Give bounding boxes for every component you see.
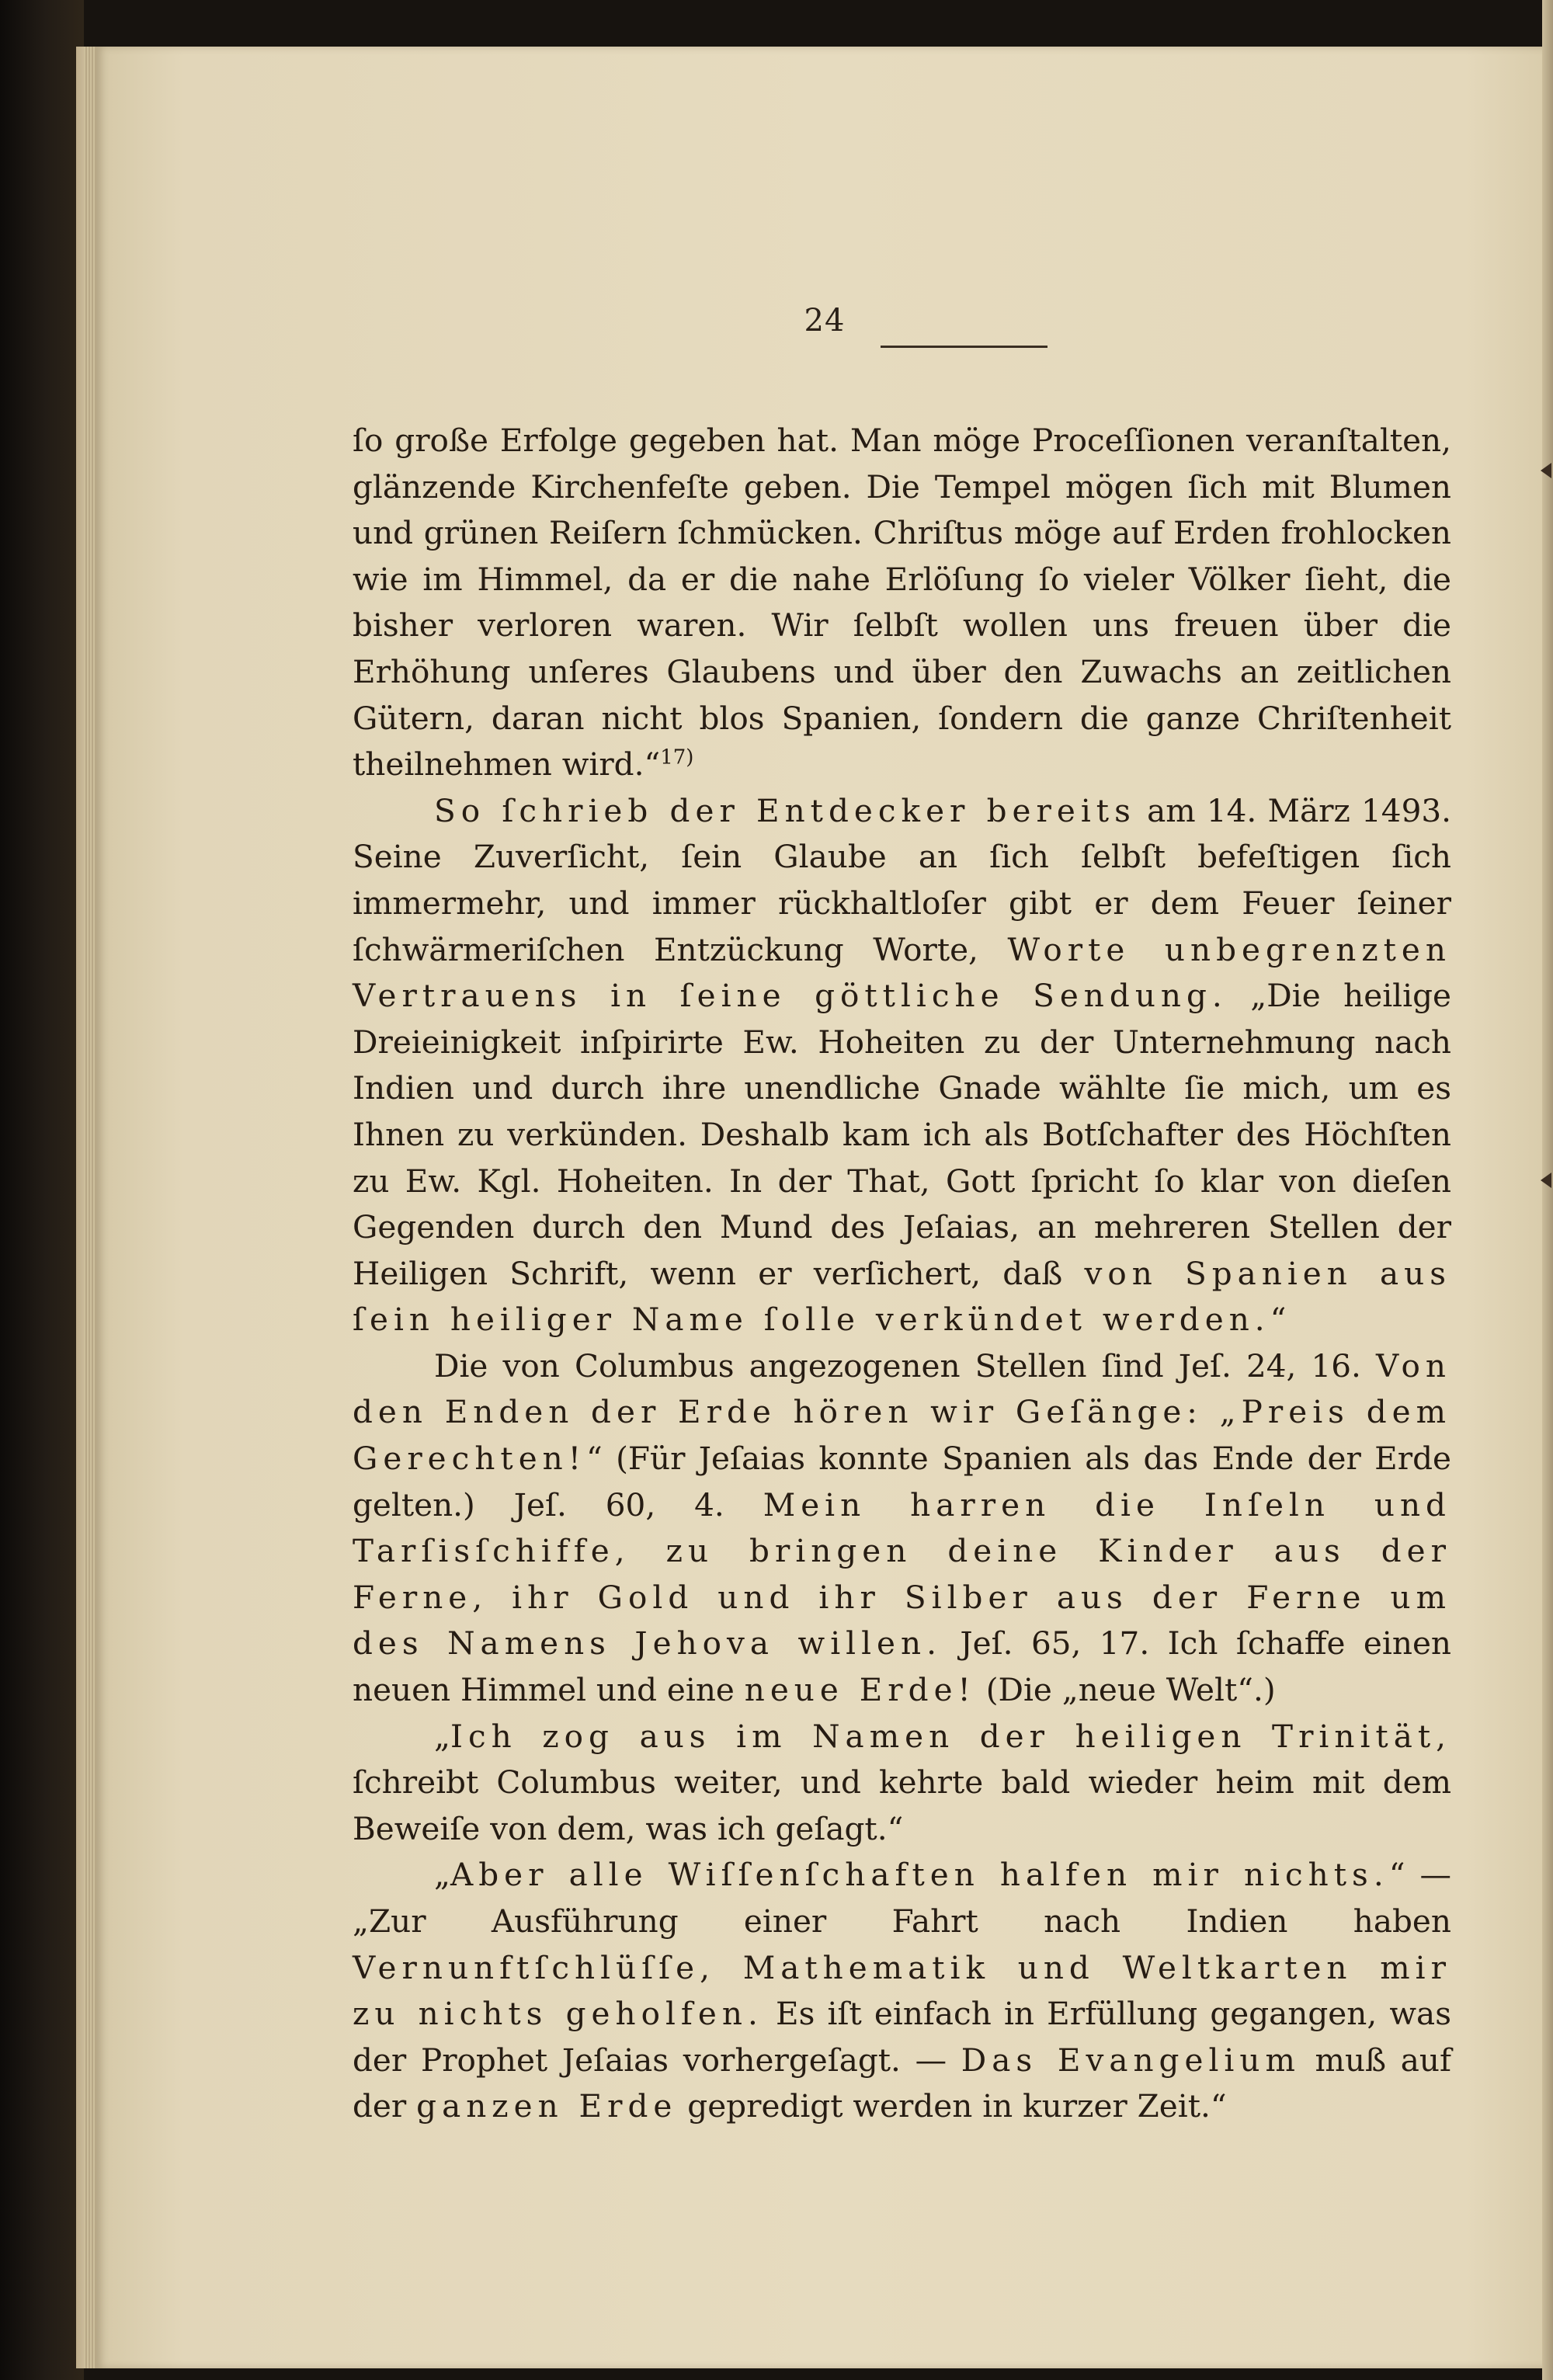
spaced-emphasis: Vernunftſchlüſſe, Mathematik und Weltkarten mir zu nichts geholfen.	[353, 1948, 1451, 2033]
spaced-emphasis: Von den Enden der Erde hören wir Geſänge: „Preis dem Gerechten!	[353, 1346, 1451, 1478]
spaced-emphasis: Aber alle Wiſſenſchaften halfen mir nichts.	[450, 1856, 1389, 1894]
body-text	[353, 418, 1451, 2130]
spaced-emphasis: neue Erde!	[744, 1671, 976, 1709]
book-page	[96, 47, 1553, 2368]
text-run: „Die heilige Dreieinigkeit inſpirirte Ew. Hoheiten zu der Unternehmung nach Indien und durch ihre unendliche Gnade wählte ſie mich, um es Ihnen zu verkünden. Deshalb kam ich als Botſchafter des Höchſten zu Ew. Kgl. Hoheiten. In der That, Gott ſpricht ſo klar von dieſen Gegenden durch den Mund des Jeſaias, an mehreren Stellen der Heiligen Schrift, wenn er verſichert, daß	[353, 977, 1451, 1292]
paragraph	[353, 1343, 1451, 1714]
text-run: (Die „neue Welt“.)	[975, 1671, 1276, 1709]
paragraph	[353, 1714, 1451, 1853]
paragraph	[353, 1852, 1451, 2130]
page-marker-mark	[1541, 463, 1551, 478]
text-run: ſchreibt Columbus weiter, und kehrte bald wieder heim mit dem Beweiſe von dem, was ich geſagt.“	[353, 1763, 1451, 1847]
text-run: am 14. März 1493. Seine Zuverſicht, ſein Glaube an ſich ſelbſt befeſtigen ſich immermehr, und immer rückhaltloſer gibt er dem Feuer ſeiner ſchwärmeriſchen Entzückung Worte,	[353, 791, 1451, 968]
book-binding	[0, 0, 84, 2380]
text-run: muß auf der	[353, 2041, 1451, 2125]
spaced-emphasis: Worte unbegrenzten Vertrauens in ſeine göttliche Sendung.	[353, 930, 1451, 1015]
text-run: “	[1270, 1301, 1287, 1339]
text-run: „	[434, 1856, 450, 1894]
text-run: gepredigt werden in kurzer Zeit.“	[677, 2087, 1227, 2125]
spaced-emphasis: von Spanien aus ſein heiliger Name ſolle verkündet werden.	[353, 1254, 1451, 1339]
text-run: Jeſ. 65, 17. Ich ſchaffe einen neuen Himmel und eine	[353, 1624, 1451, 1709]
header-rule	[881, 346, 1047, 348]
text-run: “ (Für Jeſaias konnte Spanien als das Ende der Erde gelten.) Jeſ. 60, 4.	[353, 1440, 1451, 1524]
page-marker-mark	[1541, 1173, 1551, 1188]
page-stack-edge	[1542, 0, 1553, 2380]
footnote-ref: 17)	[660, 745, 694, 770]
spaced-emphasis: Ich zog aus im Namen der heiligen Trinität,	[450, 1717, 1451, 1755]
spaced-emphasis: Das Evangelium	[961, 2041, 1301, 2079]
text-run: Die von Columbus angezogenen Stellen ſind Jeſ. 24, 16.	[434, 1346, 1376, 1385]
paragraph	[353, 788, 1451, 1343]
spaced-emphasis: So ſchrieb der Entdecker bereits	[434, 791, 1136, 829]
text-run: Es iſt einfach in Erfüllung gegangen, was der Prophet Jeſaias vorhergeſagt. —	[353, 1995, 1451, 2079]
text-run: „	[434, 1717, 450, 1755]
page-number: 24	[804, 303, 846, 339]
text-run: ſo große Erfolge gegeben hat. Man möge Proceſſionen veranſtalten, glänzende Kirchenfeſte geben. Die Tempel mögen ſich mit Blumen und grünen Reiſern ſchmücken. Chriſtus möge auf Erden frohlocken wie im Himmel, da er die nahe Erlöſung ſo vieler Völker ſieht, die bisher verloren waren. Wir ſelbſt wollen uns freuen über die Erhöhung unſeres Glaubens und über den Zuwachs an zeitlichen Gütern, daran nicht blos Spanien, ſondern die ganze Chriſtenheit theilnehmen wird.“	[353, 422, 1451, 783]
paragraph	[353, 418, 1451, 788]
page-edges	[84, 47, 96, 2368]
text-run: “ — „Zur Ausführung einer Fahrt nach Indien haben	[353, 1856, 1451, 1940]
spaced-emphasis: Mein harren die Inſeln und Tarſisſchiffe, zu bringen deine Kinder aus der Ferne, ihr Gold und ihr Silber aus der Ferne um des Namens Jehova willen.	[353, 1485, 1451, 1663]
spaced-emphasis: ganzen Erde	[416, 2087, 678, 2125]
